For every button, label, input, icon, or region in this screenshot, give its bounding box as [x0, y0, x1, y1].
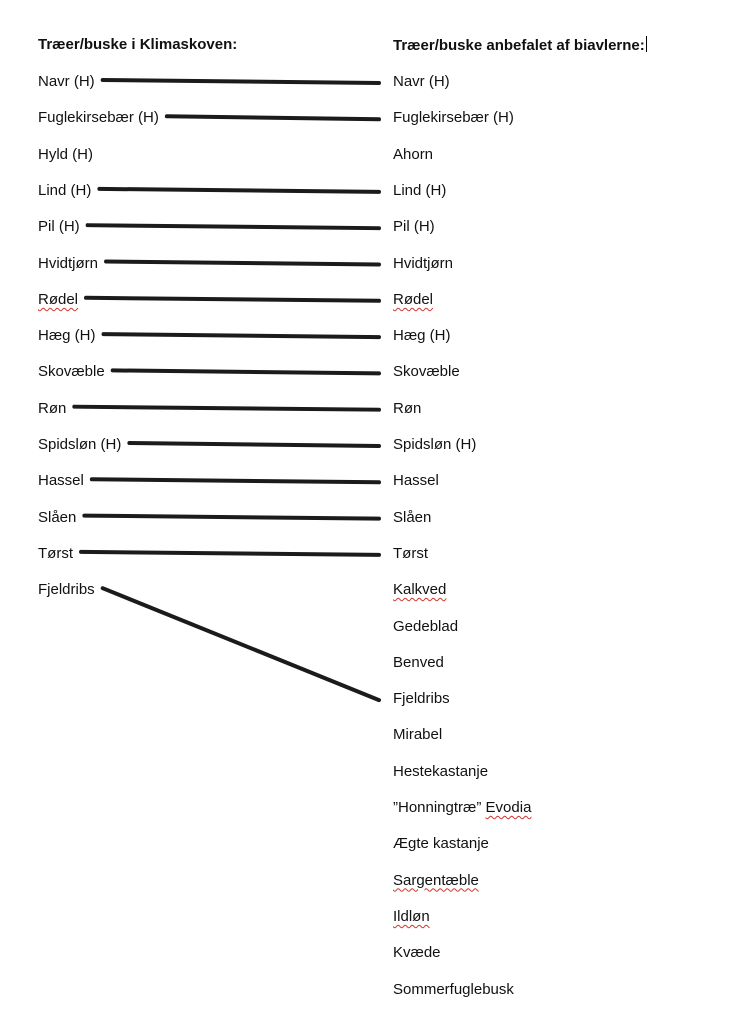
- right-list-item: Hassel: [393, 472, 439, 490]
- right-list-item: Tørst: [393, 544, 428, 562]
- connection-line: [99, 189, 379, 192]
- right-list-item: Pil (H): [393, 218, 435, 236]
- left-heading: Træer/buske i Klimaskoven:: [38, 36, 238, 53]
- left-list-item: Tørst: [38, 544, 73, 562]
- right-list-item: Gedeblad: [393, 617, 459, 635]
- text-cursor: [646, 36, 647, 52]
- right-list-item: Lind (H): [393, 181, 447, 199]
- right-list-item: Hestekastanje: [393, 762, 489, 780]
- spellcheck-underline: Rødel: [393, 290, 434, 308]
- left-list-item: Spidsløn (H): [38, 436, 122, 453]
- right-list-item: Hvidtjørn: [393, 254, 454, 272]
- right-list-item: Spidsløn (H): [393, 436, 477, 453]
- spellcheck-underline: Kalkved: [393, 581, 447, 599]
- spellcheck-underline: Sargentæble: [393, 871, 479, 889]
- right-list-item: Røn: [393, 399, 422, 417]
- right-list-item: Hæg (H): [393, 327, 451, 345]
- left-list-item: Pil (H): [38, 218, 80, 236]
- left-list-item: Lind (H): [38, 181, 92, 199]
- right-heading: [393, 36, 647, 54]
- spellcheck-underline: Evodia: [485, 799, 532, 816]
- left-list-item: Hvidtjørn: [38, 254, 99, 272]
- connection-line: [113, 370, 379, 373]
- right-list-item: [393, 908, 430, 926]
- connection-line: [106, 262, 379, 265]
- right-list-item: [393, 872, 479, 890]
- connection-line: [92, 479, 379, 482]
- right-list-item: Skovæble: [393, 363, 460, 381]
- connection-line: [81, 552, 379, 555]
- connection-line: [74, 407, 379, 410]
- connection-line: [86, 298, 379, 301]
- connection-line: [103, 80, 379, 83]
- right-list-item: ”Honningtræ” Evodia: [393, 799, 532, 816]
- connection-line: [88, 225, 379, 228]
- left-list-item: Hassel: [38, 472, 84, 490]
- right-list-item: Ahorn: [393, 145, 434, 163]
- left-list-item: Navr (H): [38, 73, 95, 90]
- left-list-item: Røn: [38, 399, 67, 417]
- spellcheck-underline: Ildløn: [393, 907, 430, 925]
- right-list-item: Fjeldribs: [393, 690, 450, 708]
- left-list-item: Slåen: [38, 508, 77, 526]
- connection-line: [104, 334, 379, 337]
- right-list-item: [393, 291, 433, 309]
- connection-line: [84, 516, 379, 519]
- spellcheck-underline: Rødel: [38, 290, 79, 308]
- left-list-item: Fuglekirsebær (H): [38, 109, 159, 127]
- right-list-item: Fuglekirsebær (H): [393, 109, 514, 127]
- right-list-item: Benved: [393, 653, 444, 671]
- right-list-item: Slåen: [393, 508, 432, 526]
- left-list-item: [38, 291, 78, 309]
- left-list-item: Skovæble: [38, 363, 105, 381]
- connection-line: [103, 588, 379, 700]
- right-list-item: Sommerfuglebusk: [393, 980, 514, 998]
- connection-line: [129, 443, 379, 446]
- connection-line: [167, 116, 379, 119]
- right-list-item: Ægte kastanje: [393, 835, 489, 853]
- right-list-item: Mirabel: [393, 726, 443, 744]
- right-list-item: [393, 581, 446, 599]
- left-list-item: Hæg (H): [38, 327, 96, 345]
- right-heading-text: Træer/buske anbefalet af biavlerne:: [393, 37, 645, 54]
- right-list-item: Kvæde: [393, 944, 441, 962]
- left-list-item: Fjeldribs: [38, 581, 95, 599]
- left-list-item: Hyld (H): [38, 145, 93, 163]
- right-list-item: Navr (H): [393, 73, 450, 90]
